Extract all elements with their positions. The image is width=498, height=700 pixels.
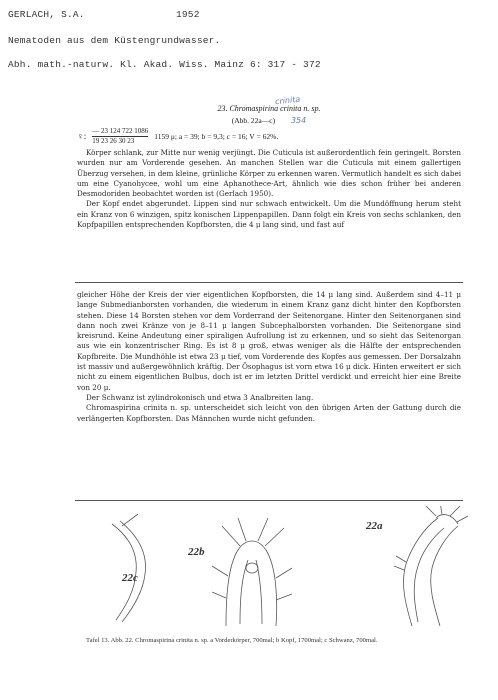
paragraph: Chromaspirina crinita n. sp. unterscheidet sich leicht von den übrigen Arten der Gattung durch die verlängerten Kopfborsten. Das Männchen wurde nicht gefunden. xyxy=(77,403,461,423)
figure-22a-body xyxy=(394,506,468,626)
figure-caption: Tafel 13. Abb. 22. Chromaspirina crinita n. sp. a Vorderkörper, 700mal; b Kopf, 1700mal; c Schwanz, 700mal. xyxy=(86,637,378,644)
citation-title: Nematoden aus dem Küstengrundwasser. xyxy=(8,35,221,46)
formula-sex: ♀: xyxy=(77,131,87,141)
paragraph: Der Kopf endet abgerundet. Lippen sind nur schwach entwickelt. Um die Mundöffnung herum steht ein Kranz von 6 winzigen, spitz konischen Lippenpapillen. Dann folgt ein Kreis von sechs schlanken, den Kopfpapillen entsprechenden Kopfborsten, die 4 μ lang sind, und fast auf xyxy=(77,199,461,230)
citation-year: 1952 xyxy=(176,9,200,20)
figure-plate xyxy=(100,506,470,631)
figure-22c-tail xyxy=(112,514,146,622)
handwritten-number: 354 xyxy=(290,116,307,125)
figure-label-22c: 22c xyxy=(122,572,138,584)
figure-label-22b: 22b xyxy=(188,546,205,558)
paragraph: gleicher Höhe der Kreis der vier eigentlichen Kopfborsten, die 14 μ lang sind. Außerdem sind 4–11 μ lange Submedianborsten vorhanden, die wiederum in einem Kranz ganz dicht hinter den Kopfborsten stehen. Diese 14 Borsten stehen vor dem Vorderrand der Seitenorgane. Hinter den Seitenorganen sind dann noch zwei Kränze von je 8–11 μ langen Subcephalborsten vorhanden. Die Seitenorgane sind kreisrund. Keine Andeutung einer spiraligen Aufrollung ist zu erkennen, und so sieht das Seitenorgan aus wie ein konzentrischer Ring. Es ist 8 μ groß, etwas weniger als die Hälfte der entsprechenden Kopfbreite. Die Mundhöhle ist etwa 23 μ tief, vom Vorderende des Kopfes aus gemessen. Der Dorsalzahn ist massiv und außergewöhnlich kräftig. Der Ösophagus ist vorn etwa 16 μ dick. Hinten erweitert er sich nicht zu einem eigentlichen Bulbus, doch ist er im letzten Drittel verdickt und erreicht hier eine Breite von 20 μ. xyxy=(77,290,461,392)
lower-clipping xyxy=(77,290,461,424)
nematode-drawings xyxy=(100,506,470,631)
formula-bottom: 19 23 26 30 23 xyxy=(92,136,135,145)
citation-author: GERLACH, S.A. xyxy=(8,9,85,20)
clip-edge xyxy=(75,500,463,501)
handwritten-name: crinita xyxy=(274,94,301,107)
figure-reference: (Abb. 22a—c) xyxy=(231,116,276,125)
figure-22b-head xyxy=(212,518,292,626)
clip-edge xyxy=(75,282,463,283)
upper-clipping xyxy=(77,94,461,230)
paragraph: Der Schwanz ist zylindrokonisch und etwa 3 Analbreiten lang. xyxy=(86,392,314,402)
paragraph: Körper schlank, zur Mitte nur wenig verjüngt. Die Cuticula ist außerordentlich fein geringelt. Borsten wurden nur am Vorderende gesehen. An manchen Stellen war die Cuticula mit einem gallertigen Überzug versehen, in dem kleine, grünliche Körper zu erkennen waren. Vermutlich handelt es sich dabei um eine Cyanohycee, wohl um eine Aphanothece-Art, ähnlich wie dies schon früher bei anderen Desmodoriden beobachtet worden ist (Gerlach 1950). xyxy=(77,148,461,199)
species-heading: 23. Chromaspirina crinita n. sp. xyxy=(217,104,321,113)
formula-ratios: 1159 μ; a = 39; b = 9,3; c = 16; V = 62%. xyxy=(154,131,279,141)
figure-label-22a: 22a xyxy=(366,520,383,532)
measurement-formula xyxy=(77,127,461,145)
formula-top: — 23 124 722 1086 xyxy=(92,127,149,135)
citation-journal: Abh. math.-naturw. Kl. Akad. Wiss. Mainz 6: 317 - 372 xyxy=(8,59,321,70)
